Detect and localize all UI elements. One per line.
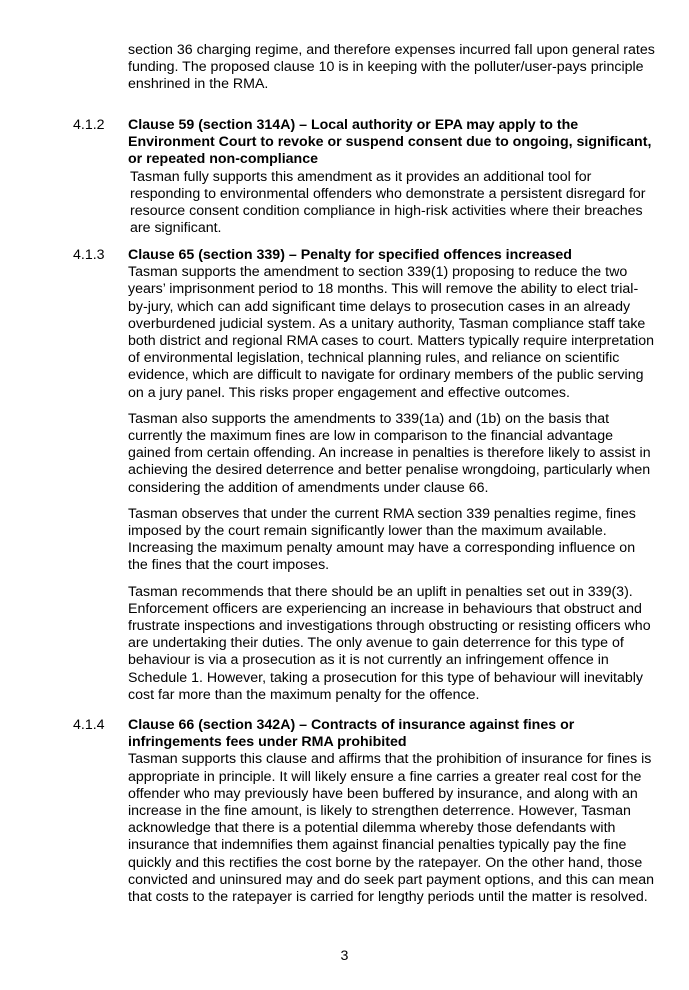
section-paragraph: Tasman supports the amendment to section 339(1) proposing to reduce the two years’ imprisonment period to 18 months. This will remove the ability to elect trial-by-jury, which can add significant time delays to prosecution cases in an already overburdened judicial system. As a unitary authority, Tasman compliance staff take both district and regional RMA cases to court. Matters typically require interpretation of environmental legislation, technical planning rules, and reliance on scientific evidence, which are difficult to navigate for ordinary members of the public serving on a jury panel. This risks proper engagement and effective outcomes. xyxy=(128,264,654,401)
section-4-1-2 xyxy=(128,117,656,237)
section-paragraph: Tasman recommends that there should be an uplift in penalties set out in 339(3). Enforcement officers are experiencing an increase in behaviours that obstruct and frustrate inspections and investigations through obstructing or resisting officers who are undertaking their duties. The only avenue to gain deterrence for this type of behaviour is via a prosecution as it is not currently an infringement offence in Schedule 1. However, taking a prosecution for this type of behaviour will inevitably cost far more than the maximum penalty for the offence. xyxy=(128,583,651,703)
section-4-1-4 xyxy=(128,717,656,906)
intro-paragraph: section 36 charging regime, and therefore expenses incurred fall upon general rates funding. The proposed clause 10 is in keeping with the polluter/user-pays principle enshrined in the RMA. xyxy=(128,42,655,93)
section-number-4-1-4: 4.1.4 xyxy=(73,717,105,733)
section-paragraph: Tasman observes that under the current RMA section 339 penalties regime, fines imposed by the court remain significantly lower than the maximum available. Increasing the maximum penalty amount may have a corresponding influence on the fines that the court imposes. xyxy=(128,505,636,574)
section-paragraph: Tasman also supports the amendments to 339(1a) and (1b) on the basis that currently the maximum fines are low in comparison to the financial advantage gained from certain offending. An increase in penalties is therefore likely to assist in achieving the desired deterrence and better penalise wrongdoing, particularly when considering the addition of amendments under clause 66. xyxy=(128,410,651,496)
section-heading: Clause 65 (section 339) – Penalty for specified offences increased xyxy=(128,247,572,263)
section-paragraph: Tasman fully supports this amendment as it provides an additional tool for responding to environmental offenders who demonstrate a persistent disregard for resource consent condition compliance in high-risk activities where their breaches are significant. xyxy=(130,168,646,237)
intro-paragraph-block xyxy=(128,42,656,94)
section-number-4-1-3: 4.1.3 xyxy=(73,247,105,263)
page-number: 3 xyxy=(340,948,349,964)
section-paragraph: Tasman supports this clause and affirms that the prohibition of insurance for fines is appropriate in principle. It will likely ensure a fine carries a greater real cost for the offender who may previously have been buffered by insurance, and along with an increase in the fine amount, is likely to strengthen deterrence. However, Tasman acknowledge that there is a potential dilemma whereby those defendants with insurance that indemnifies them against financial penalties typically pay the fine quickly and this rectifies the cost borne by the ratepayer. On the other hand, those convicted and uninsured may and do seek part payment options, and this can mean that costs to the ratepayer is carried for lengthy periods until the matter is resolved. xyxy=(128,751,655,906)
section-number-4-1-2: 4.1.2 xyxy=(73,117,105,133)
section-heading: Clause 66 (section 342A) – Contracts of insurance against fines or infringements fees under RMA prohibited xyxy=(128,717,575,751)
section-4-1-3 xyxy=(128,247,656,704)
section-heading: Clause 59 (section 314A) – Local authority or EPA may apply to the Environment Court to revoke or suspend consent due to ongoing, significant, or repeated non-compliance xyxy=(128,117,652,168)
